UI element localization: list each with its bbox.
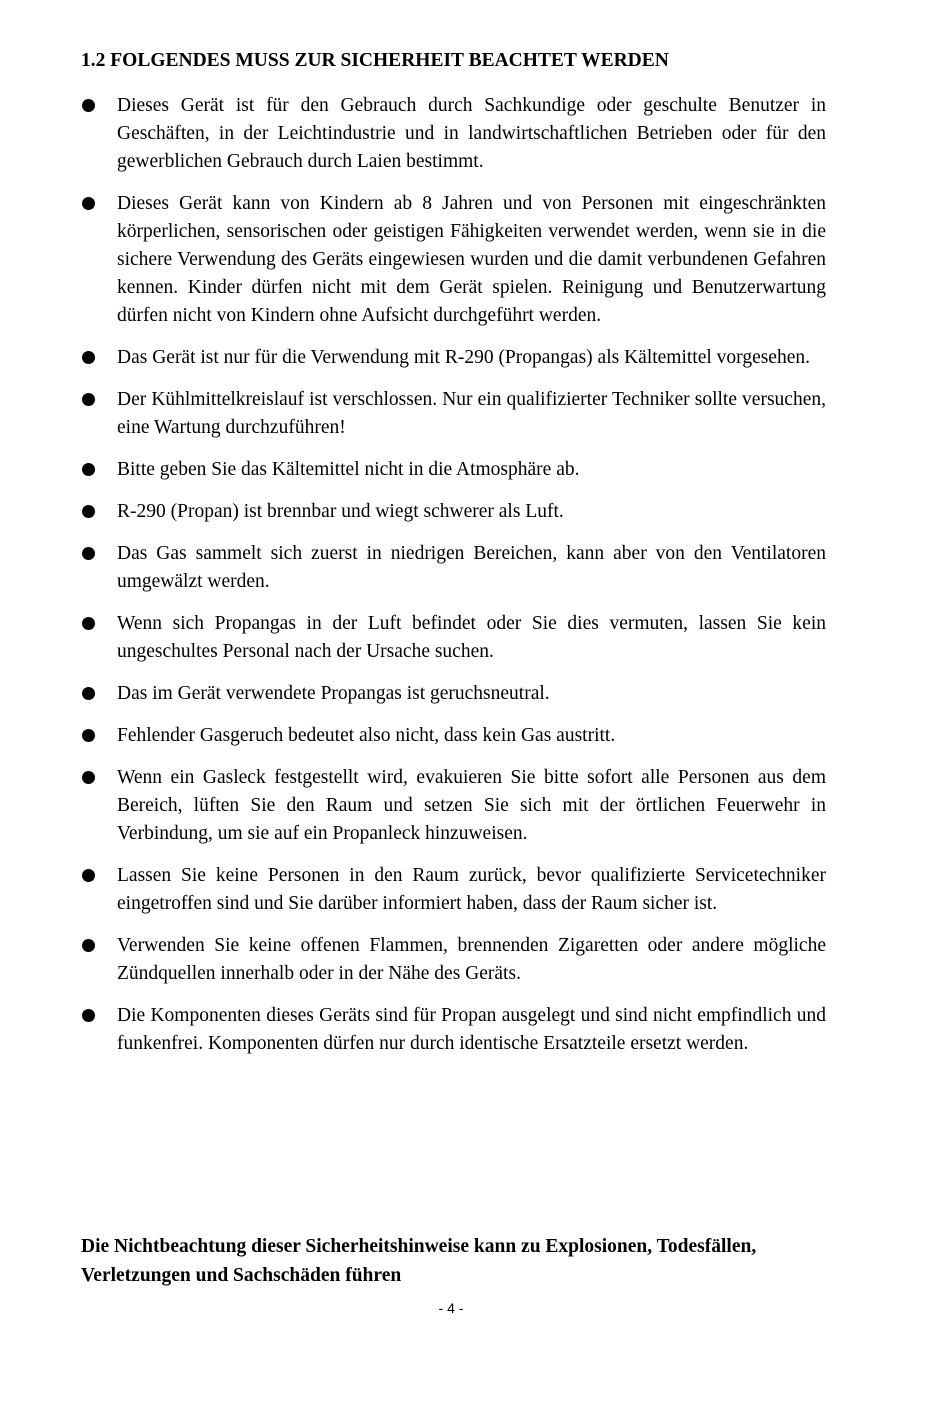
bullet-text: Die Komponenten dieses Geräts sind für Propan ausgelegt und sind nicht empfindlich und funkenfrei. Komponenten dürfen nur durch identische Ersatzteile ersetzt werden. <box>117 1005 826 1054</box>
bullet-dot-icon <box>82 463 95 476</box>
list-item <box>81 862 826 918</box>
bullet-dot-icon <box>82 869 95 882</box>
bullet-dot-icon <box>82 771 95 784</box>
bullet-text: Fehlender Gasgeruch bedeutet also nicht, dass kein Gas austritt. <box>117 725 616 746</box>
list-item <box>81 540 826 596</box>
bullet-dot-icon <box>82 393 95 406</box>
bullet-dot-icon <box>82 197 95 210</box>
bullet-text: Das Gerät ist nur für die Verwendung mit R-290 (Propangas) als Kältemittel vorgesehen. <box>117 347 810 368</box>
list-item <box>81 1002 826 1058</box>
list-item <box>81 92 826 176</box>
bullet-text: Dieses Gerät ist für den Gebrauch durch Sachkundige oder geschulte Benutzer in Geschäften, in der Leichtindustrie und in landwirtschaftlichen Betrieben oder für den gewerblichen Gebrauch durch Laien bestimmt. <box>117 95 826 172</box>
bullet-text: Dieses Gerät kann von Kindern ab 8 Jahren und von Personen mit eingeschränkten körperlichen, sensorischen oder geistigen Fähigkeiten verwendet werden, wenn sie in die sichere Verwendung des Geräts eingewiesen wurden und die damit verbundenen Gefahren kennen. Kinder dürfen nicht mit dem Gerät spielen. Reinigung und Benutzerwartung dürfen nicht von Kindern ohne Aufsicht durchgeführt werden. <box>117 193 826 326</box>
page-number: - 4 - <box>438 1300 464 1316</box>
bullet-text: Das Gas sammelt sich zuerst in niedrigen Bereichen, kann aber von den Ventilatoren umgewälzt werden. <box>117 543 826 592</box>
section-heading: 1.2 FOLGENDES MUSS ZUR SICHERHEIT BEACHTET WERDEN <box>81 50 669 71</box>
bullet-text: R-290 (Propan) ist brennbar und wiegt schwerer als Luft. <box>117 501 564 522</box>
bullet-dot-icon <box>82 505 95 518</box>
bullet-dot-icon <box>82 939 95 952</box>
list-item <box>81 932 826 988</box>
list-item <box>81 456 826 484</box>
bullet-text: Der Kühlmittelkreislauf ist verschlossen. Nur ein qualifizierter Techniker sollte versuchen, eine Wartung durchzuführen! <box>117 389 826 438</box>
list-item <box>81 610 826 666</box>
safety-warning: Die Nichtbeachtung dieser Sicherheitshinweise kann zu Explosionen, Todesfällen, Verletzungen und Sachschäden führen <box>81 1236 757 1286</box>
bullet-text: Wenn sich Propangas in der Luft befindet oder Sie dies vermuten, lassen Sie kein ungeschultes Personal nach der Ursache suchen. <box>117 613 826 662</box>
bullet-dot-icon <box>82 351 95 364</box>
bullet-text: Bitte geben Sie das Kältemittel nicht in die Atmosphäre ab. <box>117 459 580 480</box>
bullet-dot-icon <box>82 617 95 630</box>
list-item <box>81 764 826 848</box>
bullet-text: Wenn ein Gasleck festgestellt wird, evakuieren Sie bitte sofort alle Personen aus dem Bereich, lüften Sie den Raum und setzen Sie sich mit der örtlichen Feuerwehr in Verbindung, um sie auf ein Propanleck hinzuweisen. <box>117 767 826 844</box>
bullet-dot-icon <box>82 1009 95 1022</box>
bullet-dot-icon <box>82 547 95 560</box>
bullet-text: Lassen Sie keine Personen in den Raum zurück, bevor qualifizierte Servicetechniker eingetroffen sind und Sie darüber informiert haben, dass der Raum sicher ist. <box>117 865 826 914</box>
bullet-dot-icon <box>82 687 95 700</box>
list-item <box>81 680 826 708</box>
list-item <box>81 498 826 526</box>
safety-bullet-list <box>81 92 826 1072</box>
bullet-dot-icon <box>82 99 95 112</box>
list-item <box>81 386 826 442</box>
list-item <box>81 190 826 330</box>
list-item <box>81 344 826 372</box>
bullet-dot-icon <box>82 729 95 742</box>
list-item <box>81 722 826 750</box>
bullet-text: Das im Gerät verwendete Propangas ist geruchsneutral. <box>117 683 550 704</box>
bullet-text: Verwenden Sie keine offenen Flammen, brennenden Zigaretten oder andere mögliche Zündquellen innerhalb oder in der Nähe des Geräts. <box>117 935 826 984</box>
